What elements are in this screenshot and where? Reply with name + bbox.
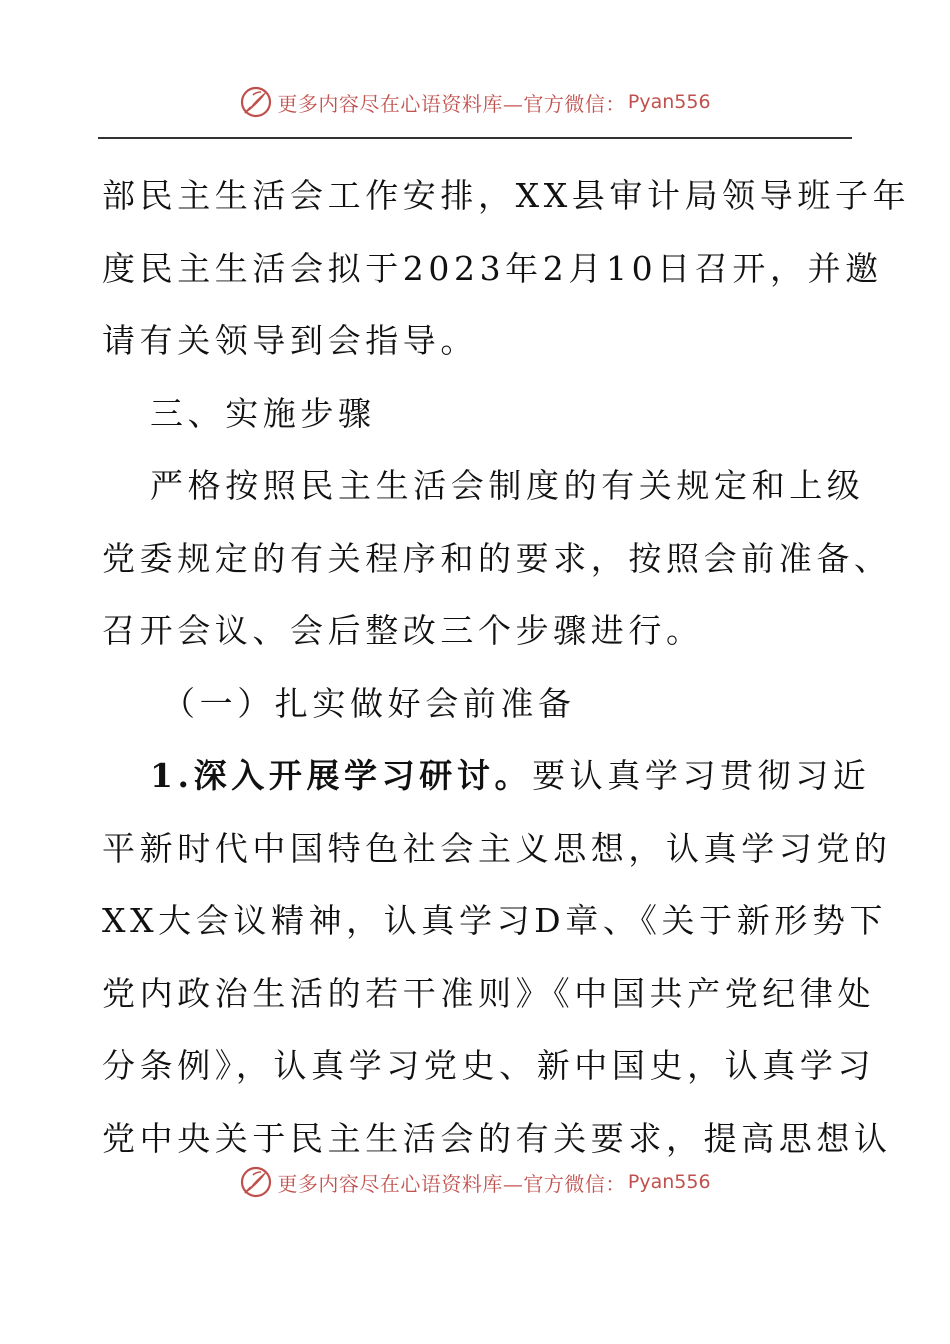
- item-title: 1.深入开展学习研讨。: [150, 756, 533, 795]
- paragraph-line: XX大会议精神，认真学习D章、《关于新形势下: [102, 901, 888, 940]
- paragraph-line: 严格按照民主生活会制度的有关规定和上级: [150, 466, 865, 505]
- quill-pen-logo-icon: [239, 85, 273, 119]
- header-divider: [98, 137, 852, 139]
- paragraph-line: 党内政治生活的若干准则》《中国共产党纪律处: [102, 973, 876, 1013]
- paragraph-line: 党中央关于民主生活会的有关要求，提高思想认: [102, 1118, 892, 1158]
- footer-banner: [0, 1160, 950, 1204]
- paragraph-line: 平新时代中国特色社会主义思想，认真学习党的: [102, 828, 892, 868]
- subsection-heading: （一）扎实做好会前准备: [162, 683, 576, 723]
- paragraph-line: 部民主生活会工作安排，XX县审计局领导班子年: [102, 176, 911, 215]
- paragraph-line: 请有关领导到会指导。: [102, 321, 478, 360]
- paragraph-line: 党委规定的有关程序和的要求，按照会前准备、: [102, 538, 892, 578]
- banner-text: 更多内容尽在心语资料库—官方微信：: [277, 1171, 626, 1196]
- item-text: 要认真学习贯彻习近: [532, 756, 871, 795]
- paragraph-line: 召开会议、会后整改三个步骤进行。: [102, 611, 704, 650]
- item-first-line: [102, 740, 871, 813]
- header-banner: [0, 80, 950, 124]
- banner-text: 更多内容尽在心语资料库—官方微信：: [277, 91, 626, 116]
- section-heading: 三、实施步骤: [150, 393, 376, 433]
- paragraph-line: 度民主生活会拟于2023年2月10日召开，并邀: [102, 248, 883, 288]
- banner-wechat-id: Pyan556: [627, 1171, 711, 1193]
- quill-pen-logo-icon: [239, 1165, 273, 1199]
- banner-wechat-id: Pyan556: [627, 91, 711, 113]
- document-body: [102, 160, 911, 1175]
- paragraph-line: 分条例》，认真学习党史、新中国史，认真学习: [102, 1046, 876, 1085]
